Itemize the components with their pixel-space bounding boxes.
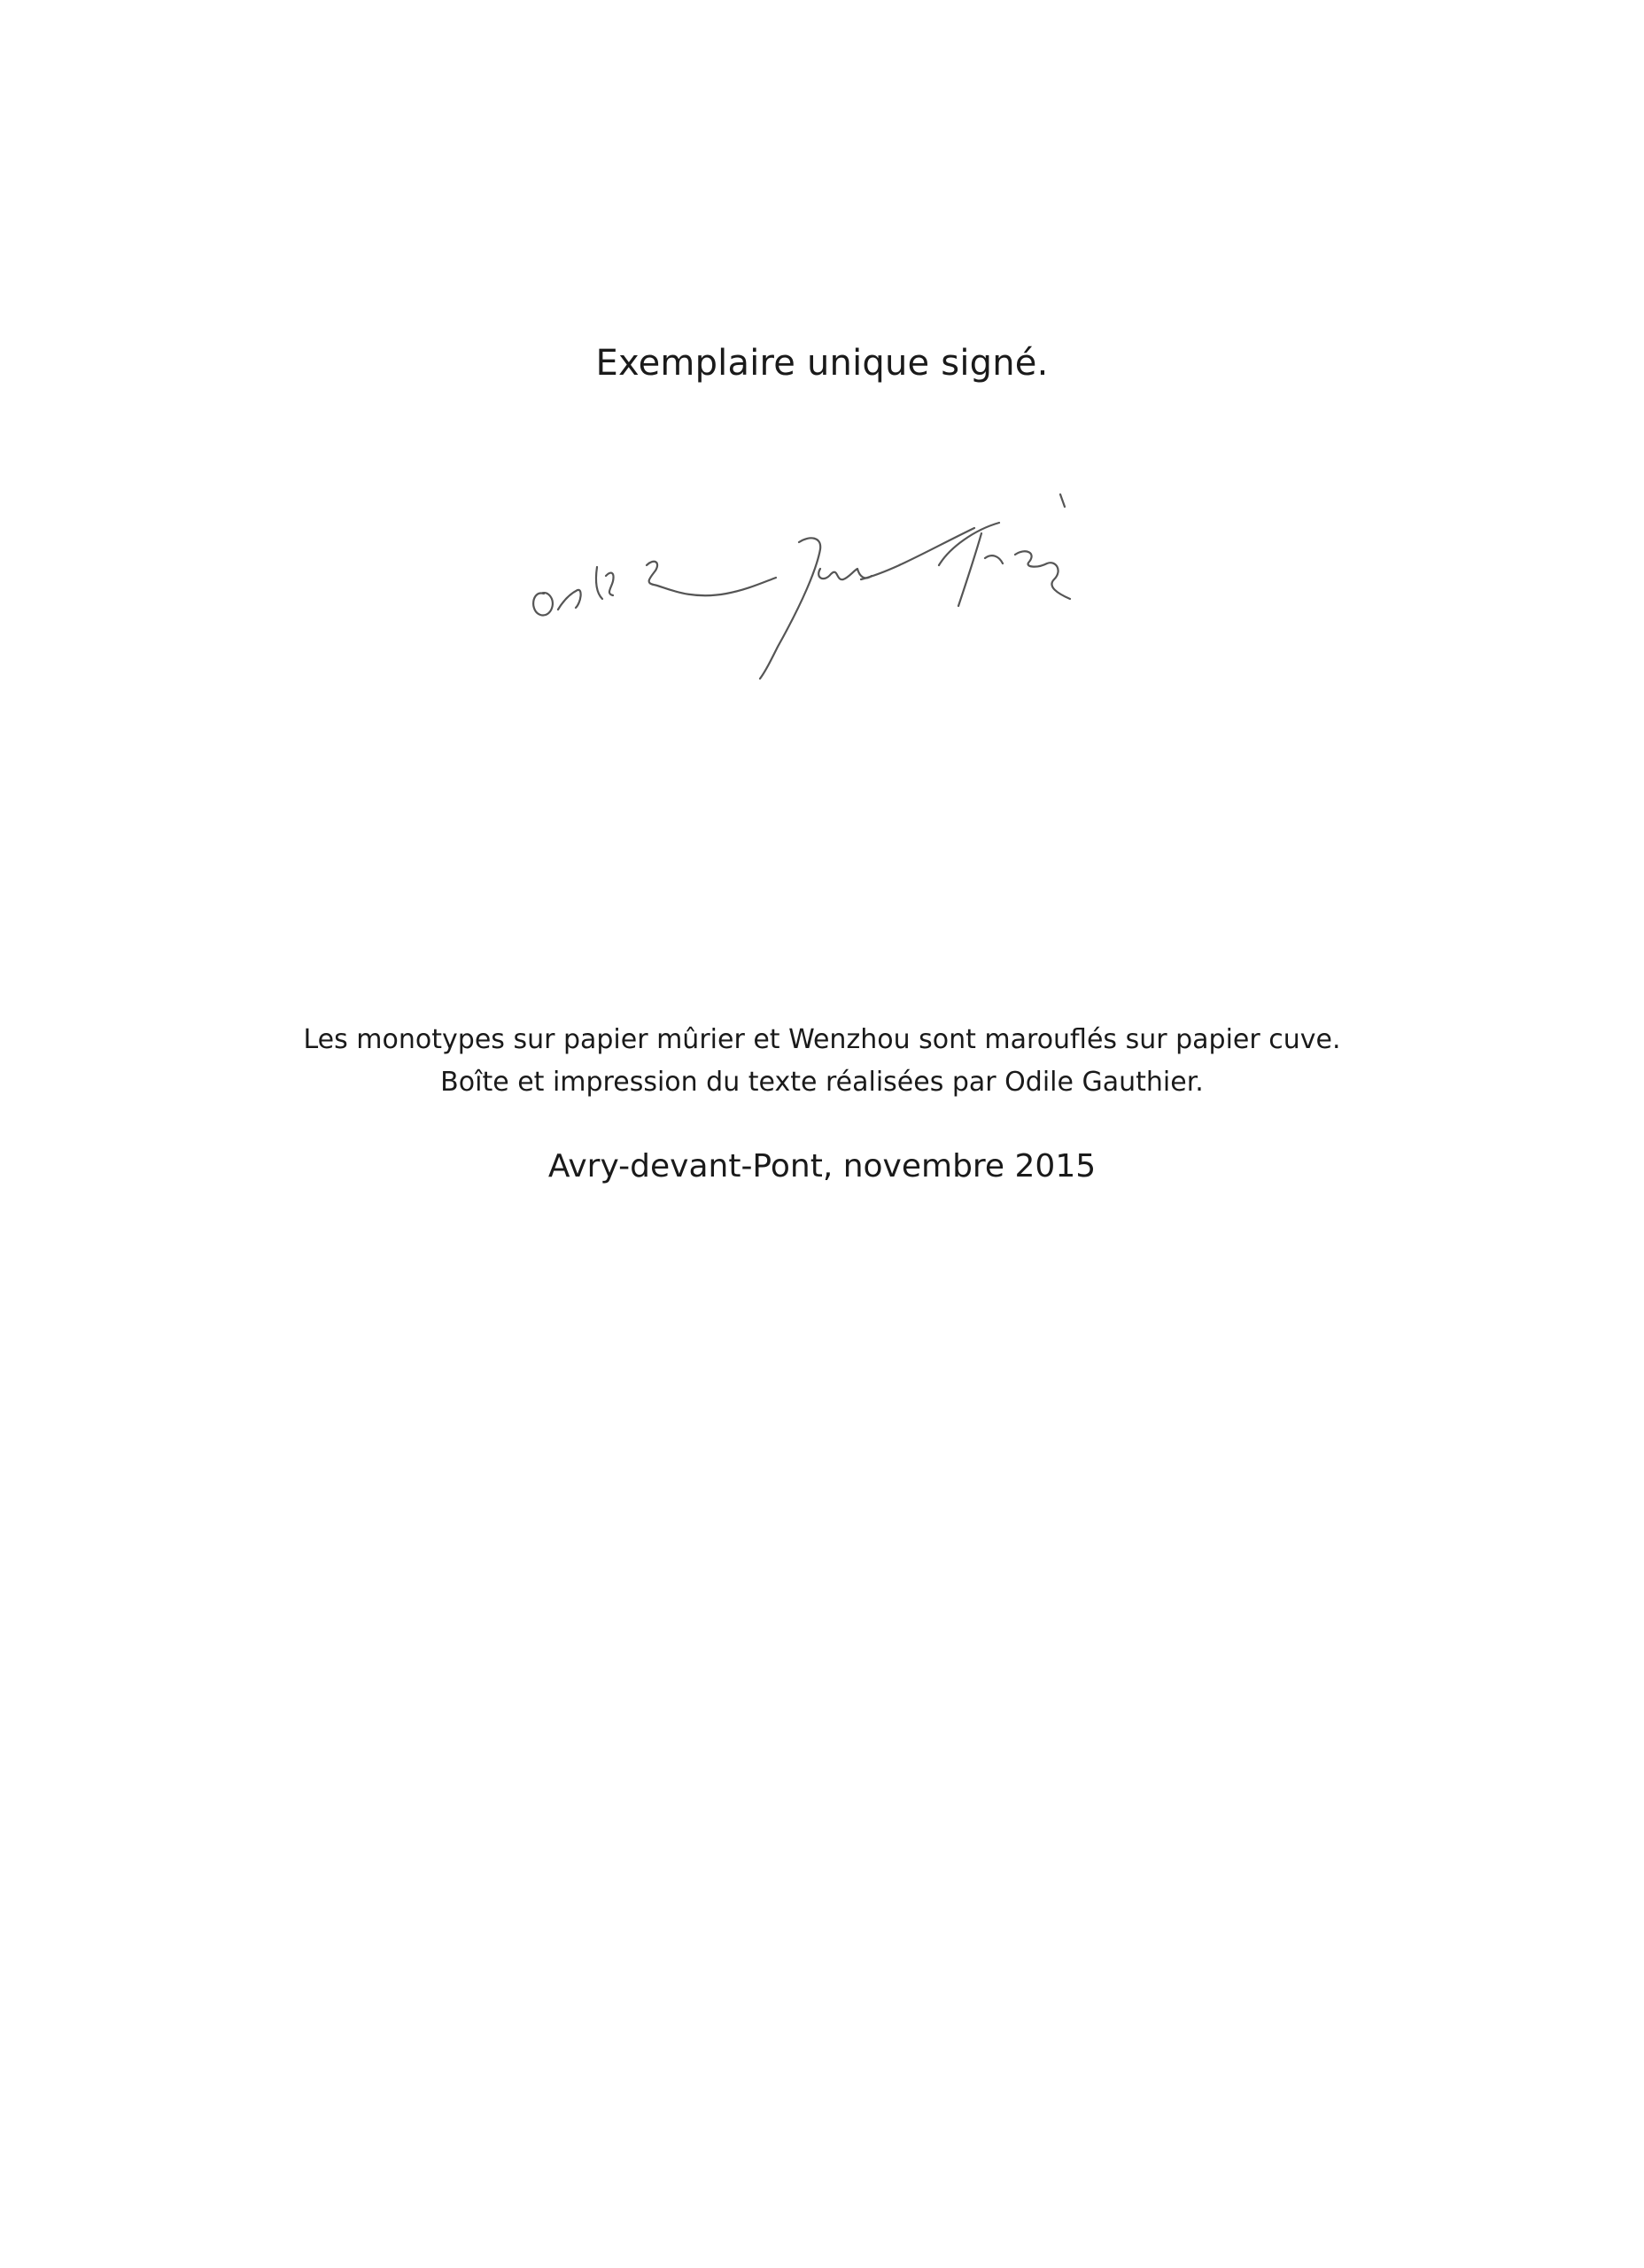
colophon-line-papers: Les monotypes sur papier mûrier et Wenzhou sont marouflés sur papier cuve. xyxy=(303,1024,1341,1055)
edition-statement: Exemplaire unique signé. xyxy=(595,343,1049,384)
place-and-date: Avry-devant-Pont, novembre 2015 xyxy=(547,1148,1097,1184)
colophon-line-binding: Boîte et impression du texte réalisées par Odile Gauthier. xyxy=(440,1067,1204,1098)
handwritten-signature xyxy=(514,461,1187,691)
colophon xyxy=(0,1019,1644,1104)
